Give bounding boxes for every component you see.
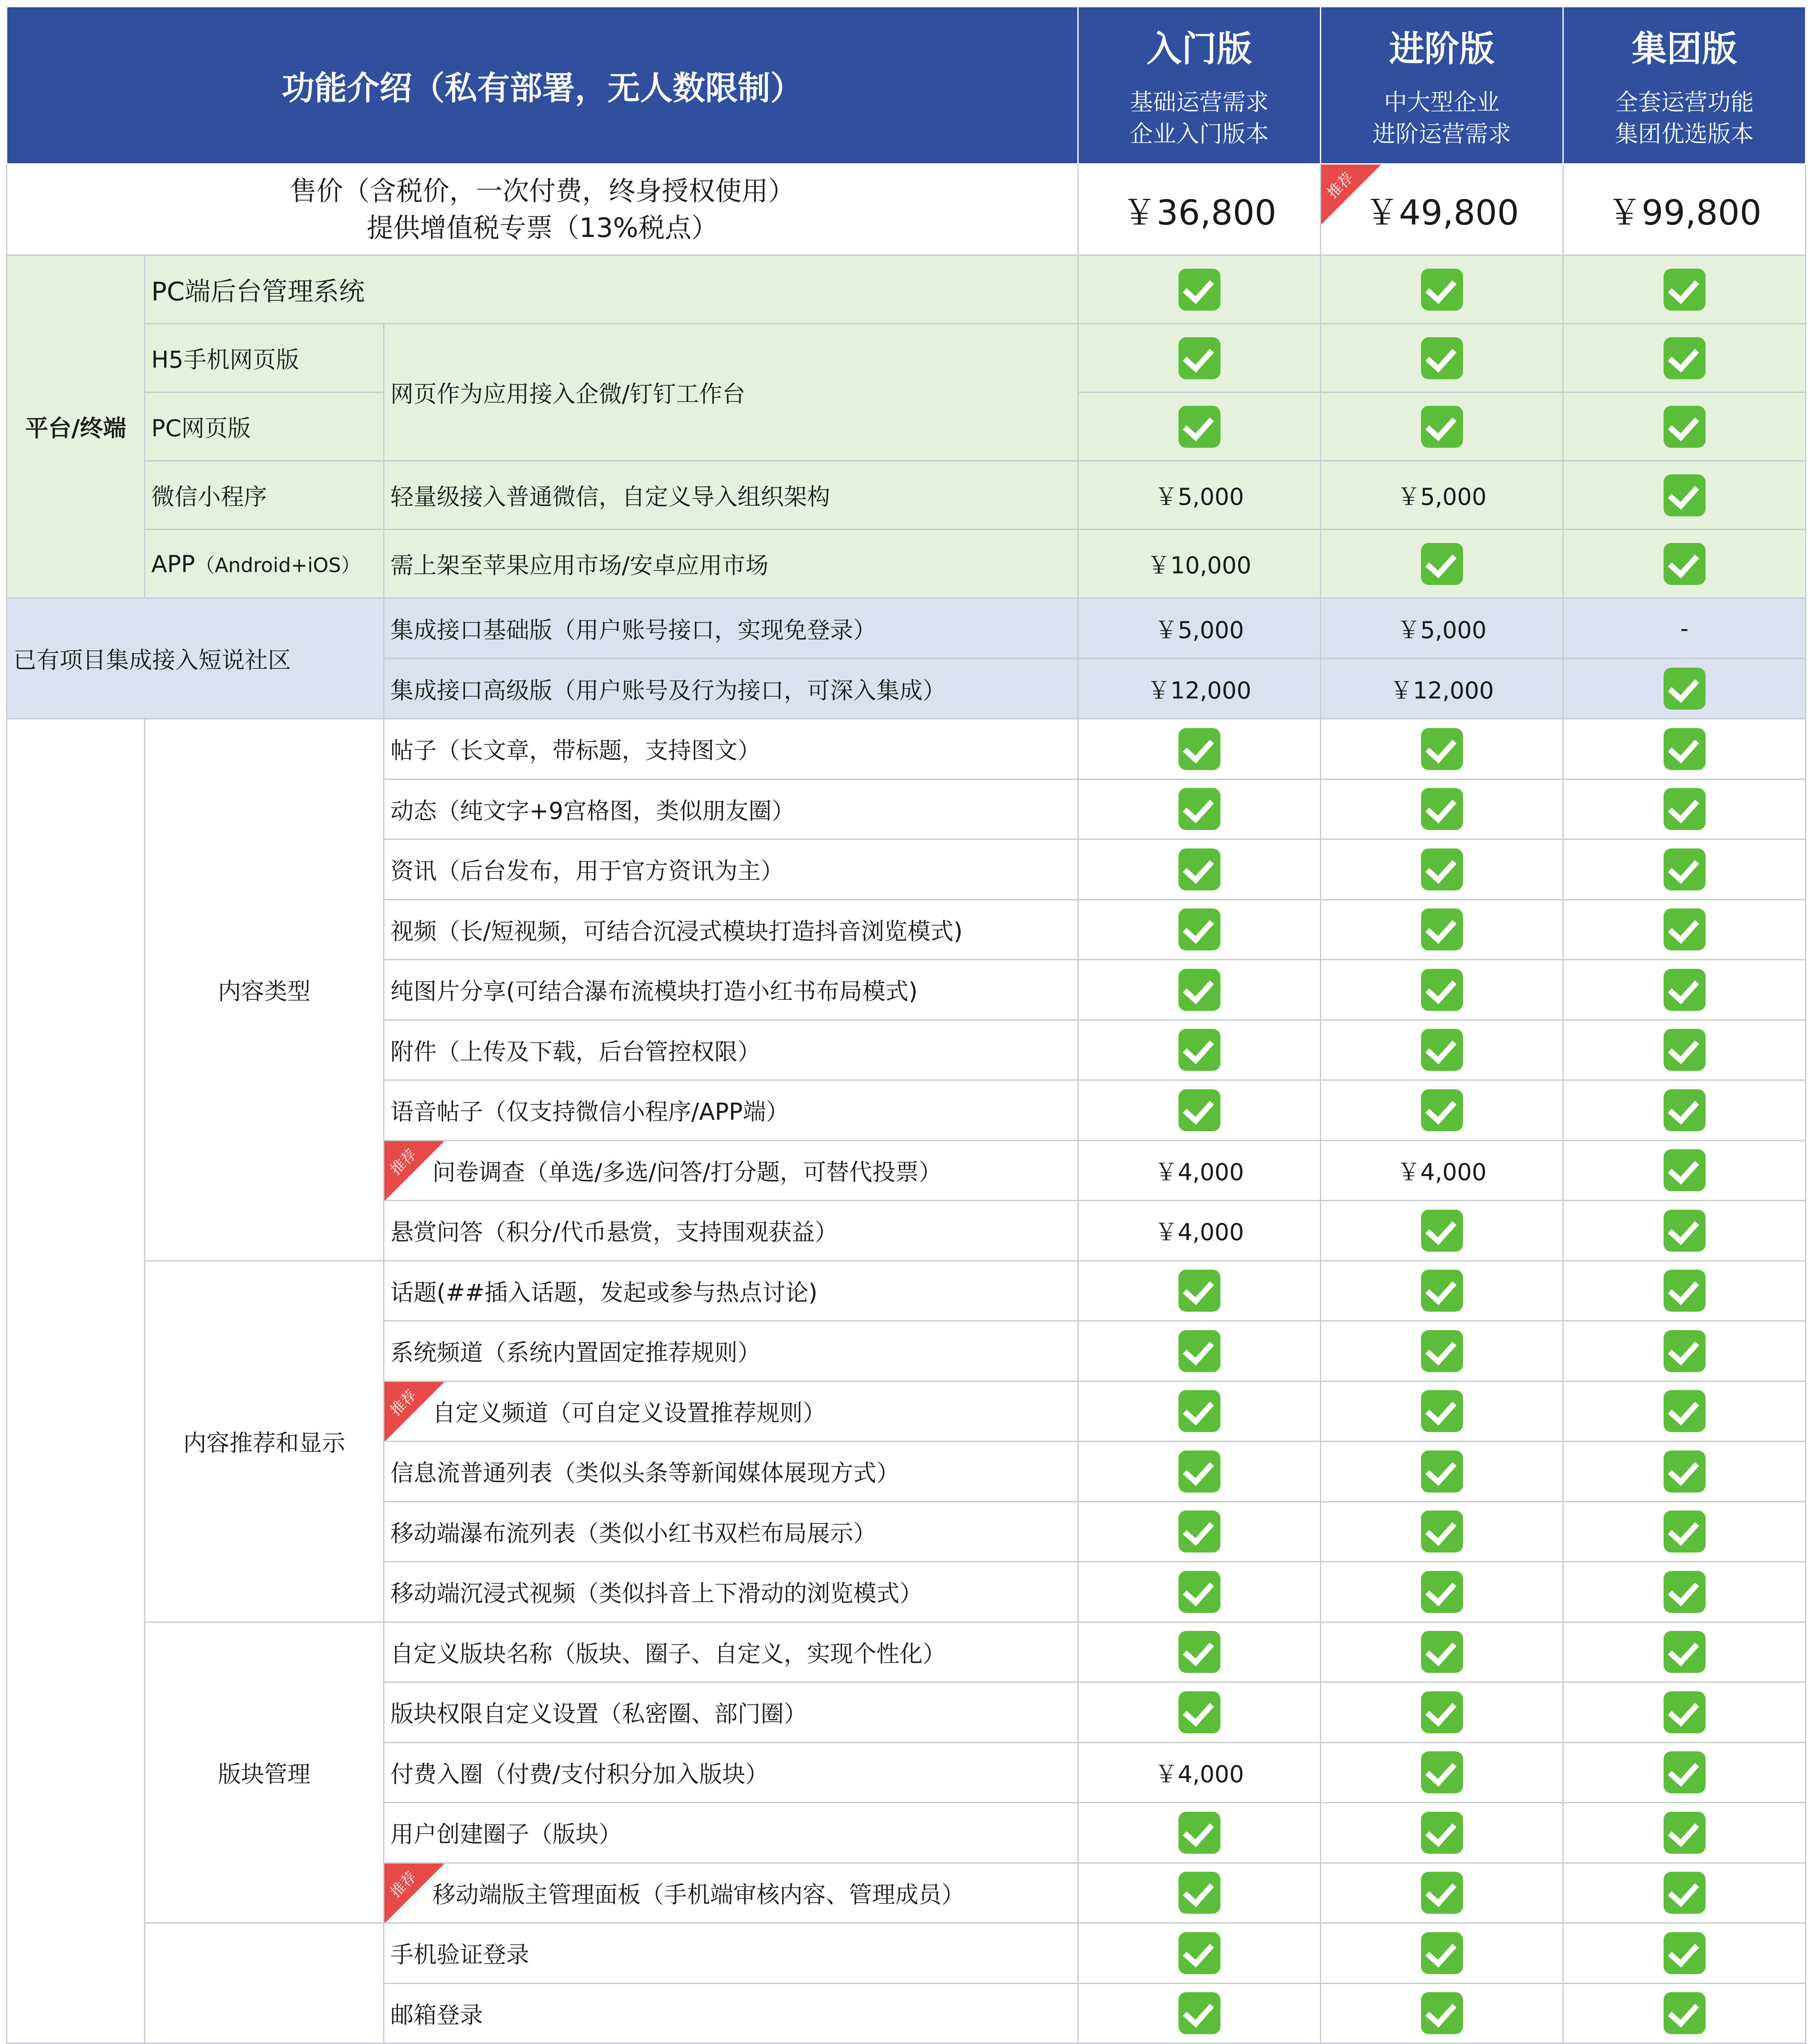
feature-text: 移动端版主管理面板（手机端审核内容、管理成员） [432,1881,965,1908]
feature-label: 集成接口基础版（用户账号接口，实现免登录） [384,598,1078,659]
check-icon [1664,1691,1706,1733]
cell-entry [1078,960,1321,1020]
cell-group [1563,255,1806,324]
check-icon [1421,1992,1463,2034]
cell-group [1563,1321,1806,1382]
cell-entry [1078,779,1321,839]
check-icon [1178,1511,1220,1552]
check-icon [1421,728,1463,770]
feature-label: 系统频道（系统内置固定推荐规则） [384,1321,1078,1382]
cell-group [1563,324,1806,393]
cell-group [1563,659,1806,719]
check-icon [1664,908,1706,950]
cell-group [1563,1020,1806,1080]
cell-advanced [1321,719,1563,779]
cell-advanced [1321,960,1563,1020]
group-board: 版块管理 [145,1622,384,1923]
cell-entry [1078,1080,1321,1141]
check-icon [1664,1992,1706,2034]
tier-desc: 企业入门版本 [1130,120,1269,147]
feature-label: 纯图片分享(可结合瀑布流模块打造小红书布局模式) [384,960,1078,1020]
cell-entry: ￥10,000 [1078,530,1321,598]
check-icon [1421,406,1463,448]
check-icon [1421,788,1463,830]
cell-advanced [1321,1321,1563,1382]
check-icon [1178,1029,1220,1071]
cell-advanced: ￥5,000 [1321,461,1563,530]
cell-group [1563,839,1806,900]
cell-group: - [1563,598,1806,659]
recommend-badge: 推荐 [387,1145,420,1178]
cell-advanced [1321,1261,1563,1321]
check-icon [1421,1210,1463,1252]
check-icon [1178,406,1220,448]
cell-advanced: ￥5,000 [1321,598,1563,659]
feature-label: 语音帖子（仅支持微信小程序/APP端） [384,1080,1078,1141]
cell-entry [1078,839,1321,900]
cell-advanced [1321,1502,1563,1562]
check-icon [1421,1872,1463,1914]
price-label-line: 售价（含税价，一次付费，终身授权使用） [290,175,795,207]
cell-group [1563,960,1806,1020]
feature-label: 版块权限自定义设置（私密圈、部门圈） [384,1682,1078,1743]
feature-label: 邮箱登录 [384,1983,1078,2044]
cell-advanced [1321,1080,1563,1141]
feature-label: 信息流普通列表（类似头条等新闻媒体展现方式） [384,1442,1078,1502]
feature-label: 动态（纯文字+9宫格图，类似朋友圈） [384,779,1078,839]
tier-name: 进阶版 [1389,28,1495,69]
cell-advanced [1321,1983,1563,2044]
cell-entry: ￥12,000 [1078,659,1321,719]
feature-note: 需上架至苹果应用市场/安卓应用市场 [384,530,1078,598]
feature-label [384,1863,1078,1923]
check-icon [1178,908,1220,950]
check-icon [1421,269,1463,311]
tier-entry-header [1078,7,1321,164]
check-icon [1178,969,1220,1011]
check-icon [1664,668,1706,710]
cell-group [1563,1261,1806,1321]
check-icon [1178,1872,1220,1914]
feature-label: PC端后台管理系统 [145,255,1078,324]
cell-entry [1078,1020,1321,1080]
check-icon [1421,1571,1463,1613]
cell-group [1563,899,1806,960]
check-icon [1421,337,1463,379]
check-icon [1421,1451,1463,1493]
cell-entry [1078,1622,1321,1682]
feature-label: 付费入圈（付费/支付积分加入版块） [384,1742,1078,1803]
check-icon [1178,1992,1220,2034]
check-icon [1664,1751,1706,1793]
cell-advanced [1321,1742,1563,1803]
cell-advanced: ￥12,000 [1321,659,1563,719]
check-icon [1664,728,1706,770]
check-icon [1421,1751,1463,1793]
check-icon [1664,1210,1706,1252]
check-icon [1421,1089,1463,1131]
cell-advanced [1321,1682,1563,1743]
check-icon [1421,969,1463,1011]
cell-entry [1078,1983,1321,2044]
check-icon [1421,1270,1463,1312]
price-value: ￥49,800 [1364,192,1519,233]
cell-group [1563,1682,1806,1743]
price-label-line: 提供增值税专票（13%税点） [366,212,718,243]
feature-label: 手机验证登录 [384,1923,1078,1984]
tier-desc: 中大型企业 [1384,88,1500,116]
cell-entry: ￥4,000 [1078,1742,1321,1803]
check-icon [1178,1812,1220,1854]
check-icon [1664,1029,1706,1071]
check-icon [1178,1631,1220,1673]
cell-entry [1078,1863,1321,1923]
cell-group [1563,1140,1806,1201]
check-icon [1421,1330,1463,1372]
group-recommend: 内容推荐和显示 [145,1261,384,1622]
cell-group [1563,1863,1806,1923]
app-label: APP [151,550,195,578]
check-icon [1664,1390,1706,1432]
cell-group [1563,1201,1806,1261]
cell-entry: ￥5,000 [1078,461,1321,530]
check-icon [1664,1631,1706,1673]
cell-group [1563,719,1806,779]
check-icon [1421,1511,1463,1552]
cell-group [1563,1983,1806,2044]
cell-advanced [1321,530,1563,598]
cell-entry [1078,899,1321,960]
cell-entry [1078,393,1321,461]
check-icon [1178,848,1220,890]
check-icon [1664,269,1706,311]
cell-group [1563,1562,1806,1622]
check-icon [1421,543,1463,585]
feature-label: 悬赏问答（积分/代币悬赏，支持围观获益） [384,1201,1078,1261]
feature-label: 移动端沉浸式视频（类似抖音上下滑动的浏览模式） [384,1562,1078,1622]
cell-advanced [1321,324,1563,393]
tier-name: 集团版 [1631,28,1737,69]
cell-group [1563,393,1806,461]
cell-group [1563,1442,1806,1502]
check-icon [1178,1330,1220,1372]
cell-group [1563,1803,1806,1863]
check-icon [1178,1390,1220,1432]
feature-note: 网页作为应用接入企微/钉钉工作台 [384,324,1078,461]
feature-label: 微信小程序 [145,461,384,530]
cell-advanced [1321,899,1563,960]
check-icon [1421,1631,1463,1673]
table-title: 功能介绍（私有部署，无人数限制） [7,7,1078,164]
check-icon [1178,337,1220,379]
cell-entry [1078,324,1321,393]
feature-label: 帖子（长文章，带标题，支持图文） [384,719,1078,779]
check-icon [1421,908,1463,950]
tier-desc: 集团优选版本 [1615,120,1754,147]
cell-advanced [1321,393,1563,461]
check-icon [1664,1270,1706,1312]
check-icon [1178,1270,1220,1312]
check-icon [1178,1089,1220,1131]
group-outer-column [7,719,145,2044]
check-icon [1664,788,1706,830]
feature-text: 自定义频道（可自定义设置推荐规则） [432,1399,826,1427]
tier-name: 入门版 [1146,28,1252,69]
feature-label: 视频（长/短视频，可结合沉浸式模块打造抖音浏览模式) [384,899,1078,960]
feature-label: 用户创建圈子（版块） [384,1803,1078,1863]
feature-label: 自定义版块名称（版块、圈子、自定义，实现个性化） [384,1622,1078,1682]
check-icon [1178,728,1220,770]
recommend-badge: 推荐 [1324,169,1357,202]
check-icon [1178,1691,1220,1733]
feature-label: 资讯（后台发布，用于官方资讯为主） [384,839,1078,900]
cell-entry [1078,1261,1321,1321]
cell-entry [1078,1321,1321,1382]
feature-label: 附件（上传及下载，后台管控权限） [384,1020,1078,1080]
cell-advanced [1321,839,1563,900]
cell-advanced [1321,1381,1563,1442]
cell-entry [1078,1502,1321,1562]
check-icon [1421,1932,1463,1974]
cell-group [1563,1742,1806,1803]
check-icon [1664,1511,1706,1552]
group-content-types: 内容类型 [145,719,384,1261]
price-group: ￥99,800 [1563,164,1806,255]
feature-label: 集成接口高级版（用户账号及行为接口，可深入集成） [384,659,1078,719]
tier-desc: 基础运营需求 [1130,88,1269,116]
check-icon [1421,848,1463,890]
check-icon [1664,1872,1706,1914]
price-label [7,164,1078,255]
group-login [145,1923,384,2044]
check-icon [1664,337,1706,379]
check-icon [1664,848,1706,890]
feature-label: H5手机网页版 [145,324,384,393]
app-sublabel: （Android+iOS） [195,553,361,577]
check-icon [1664,969,1706,1011]
cell-group [1563,530,1806,598]
check-icon [1178,1571,1220,1613]
cell-entry [1078,1682,1321,1743]
cell-entry [1078,1923,1321,1984]
cell-advanced [1321,1201,1563,1261]
feature-comparison-table [6,6,1806,2044]
cell-entry [1078,1381,1321,1442]
cell-group [1563,1080,1806,1141]
price-entry: ￥36,800 [1078,164,1321,255]
tier-advanced-header [1321,7,1563,164]
cell-group [1563,1381,1806,1442]
feature-text: 问卷调查（单选/多选/问答/打分题，可替代投票） [432,1158,942,1186]
feature-label [145,530,384,598]
feature-label: PC网页版 [145,393,384,461]
check-icon [1421,1812,1463,1854]
cell-group [1563,1923,1806,1984]
cell-entry: ￥5,000 [1078,598,1321,659]
recommend-badge: 推荐 [387,1868,420,1901]
check-icon [1664,1451,1706,1493]
check-icon [1178,788,1220,830]
group-platform: 平台/终端 [7,255,145,598]
cell-advanced [1321,255,1563,324]
check-icon [1664,474,1706,516]
cell-advanced [1321,1622,1563,1682]
check-icon [1421,1029,1463,1071]
cell-advanced [1321,1863,1563,1923]
check-icon [1178,269,1220,311]
cell-advanced [1321,1803,1563,1863]
cell-entry [1078,1803,1321,1863]
cell-entry [1078,255,1321,324]
check-icon [1664,1089,1706,1131]
cell-group [1563,461,1806,530]
group-integration: 已有项目集成接入短说社区 [7,598,384,719]
cell-group [1563,1622,1806,1682]
check-icon [1664,543,1706,585]
tier-desc: 全套运营功能 [1615,88,1754,116]
cell-entry: ￥4,000 [1078,1201,1321,1261]
cell-advanced [1321,1020,1563,1080]
check-icon [1664,1812,1706,1854]
cell-entry: ￥4,000 [1078,1140,1321,1201]
check-icon [1664,1932,1706,1974]
feature-label [384,1140,1078,1201]
cell-advanced [1321,1923,1563,1984]
check-icon [1421,1691,1463,1733]
check-icon [1421,1390,1463,1432]
check-icon [1178,1932,1220,1974]
price-advanced [1321,164,1563,255]
tier-desc: 进阶运营需求 [1372,120,1511,147]
recommend-badge: 推荐 [387,1386,420,1419]
feature-label: 话题(##插入话题，发起或参与热点讨论) [384,1261,1078,1321]
cell-entry [1078,719,1321,779]
cell-advanced [1321,1442,1563,1502]
tier-group-header [1563,7,1806,164]
check-icon [1664,1330,1706,1372]
cell-group [1563,1502,1806,1562]
cell-entry [1078,1442,1321,1502]
cell-advanced: ￥4,000 [1321,1140,1563,1201]
check-icon [1664,1149,1706,1191]
cell-advanced [1321,779,1563,839]
cell-advanced [1321,1562,1563,1622]
feature-label [384,1381,1078,1442]
check-icon [1664,406,1706,448]
feature-note: 轻量级接入普通微信，自定义导入组织架构 [384,461,1078,530]
cell-entry [1078,1562,1321,1622]
check-icon [1178,1451,1220,1493]
cell-group [1563,779,1806,839]
check-icon [1664,1571,1706,1613]
feature-label: 移动端瀑布流列表（类似小红书双栏布局展示） [384,1502,1078,1562]
